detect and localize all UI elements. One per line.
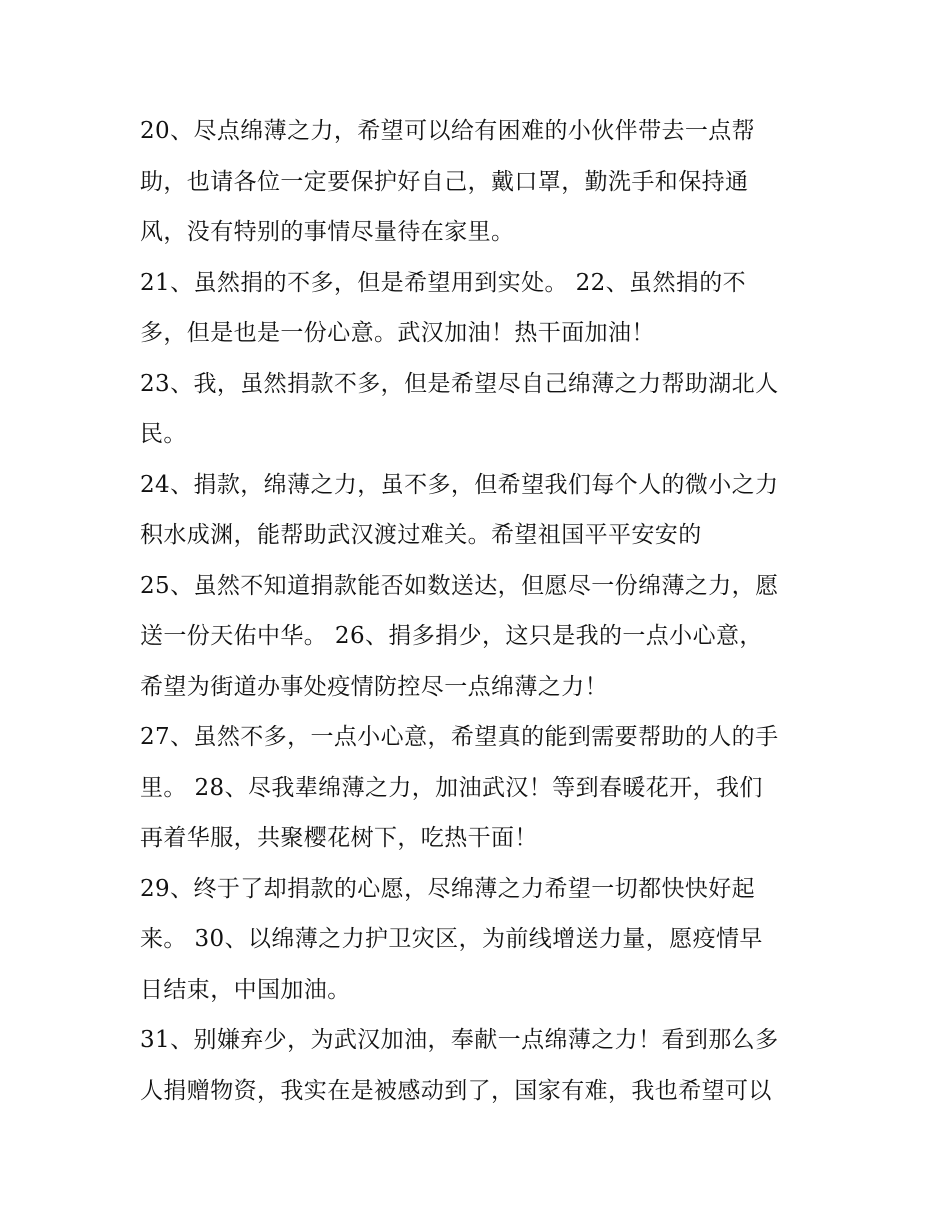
text-line: 人捐赠物资，我实在是被感动到了，国家有难，我也希望可以 [140, 1077, 772, 1104]
text-line: 29、终于了却捐款的心愿，尽绵薄之力希望一切都快快好起 [140, 875, 756, 902]
text-line: 积水成渊，能帮助武汉渡过难关。希望祖国平平安安的 [140, 522, 702, 548]
text-line: 助，也请各位一定要保护好自己，戴口罩，勤洗手和保持通 [140, 168, 749, 195]
text-line: 27、虽然不多，一点小心意，希望真的能到需要帮助的人的手 [140, 724, 779, 750]
text-line: 多，但是也是一份心意。武汉加油！热干面加油！ [140, 320, 655, 346]
text-line: 来。 30、以绵薄之力护卫灾区，为前线增送力量，愿疫情早 [140, 926, 763, 952]
text-line: 希望为街道办事处疫情防控尽一点绵薄之力！ [140, 673, 608, 700]
text-line: 23、我，虽然捐款不多，但是希望尽自己绵薄之力帮助湖北人 [140, 370, 779, 397]
text-line: 再着华服，共聚樱花树下，吃热干面！ [140, 825, 538, 851]
text-line: 31、别嫌弃少，为武汉加油，奉献一点绵薄之力！看到那么多 [140, 1027, 779, 1053]
text-line: 送一份天佑中华。 26、捐多捐少，这只是我的一点小心意， [140, 623, 763, 649]
text-line: 25、虽然不知道捐款能否如数送达，但愿尽一份绵薄之力，愿 [140, 572, 779, 599]
text-line: 民。 [140, 421, 187, 447]
text-line: 21、虽然捐的不多，但是希望用到实处。 22、虽然捐的不 [140, 269, 747, 296]
text-line: 24、捐款，绵薄之力，虽不多，但希望我们每个人的微小之力 [140, 471, 779, 498]
document-body [140, 106, 840, 1116]
text-line: 风，没有特别的事情尽量待在家里。 [140, 219, 515, 245]
text-line: 日结束，中国加油。 [140, 976, 351, 1003]
text-line: 20、尽点绵薄之力，希望可以给有困难的小伙伴带去一点帮 [140, 118, 756, 144]
text-line: 里。 28、尽我辈绵薄之力，加油武汉！等到春暖花开，我们 [140, 774, 763, 801]
